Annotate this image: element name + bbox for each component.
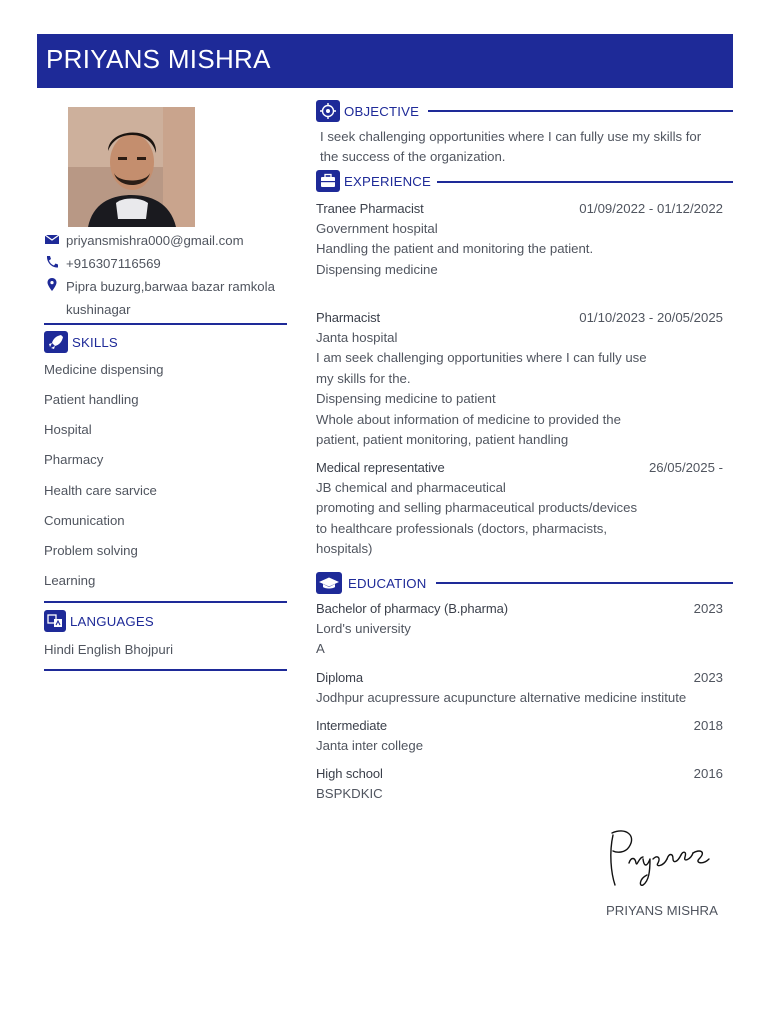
divider [44,601,287,603]
education-line: Jodhpur acupressure acupuncture alternative medicine institute [316,690,687,705]
experience-date: 01/09/2022 - 01/12/2022 [579,201,723,216]
skill-item: Comunication [44,513,125,528]
education-title: Intermediate [316,718,388,733]
education-rule [436,582,733,584]
experience-line: Janta hospital [316,330,398,345]
briefcase-icon [316,170,340,192]
experience-line: Dispensing medicine [316,261,438,277]
experience-line: promoting and selling pharmaceutical products/devices [316,500,638,516]
objective-heading: OBJECTIVE [344,104,420,119]
education-title: Bachelor of pharmacy (B.pharma) [316,601,508,616]
education-title: High school [316,766,383,781]
skill-item: Problem solving [44,543,138,558]
phone-text: +916307116569 [66,256,161,271]
divider [44,669,287,671]
skill-item: Learning [44,573,96,588]
location-pin-icon [44,277,60,293]
experience-line: Handling the patient and monitoring the patient. [316,241,594,257]
experience-date: 01/10/2023 - 20/05/2025 [579,310,723,325]
experience-line: hospitals) [316,541,373,557]
objective-rule [428,110,733,112]
envelope-icon [44,231,60,247]
address-text [66,275,275,321]
education-line: Janta inter college [316,738,424,753]
education-year: 2018 [693,718,723,733]
experience-description [316,219,593,280]
experience-description [316,328,647,450]
address-line-1: Pipra buzurg,barwaa bazar ramkola [66,279,275,294]
education-details [316,784,383,804]
education-year: 2016 [693,766,723,781]
experience-line: JB chemical and pharmaceutical [316,480,506,495]
handwritten-signature [603,823,715,891]
skill-item: Patient handling [44,392,139,407]
education-title: Diploma [316,670,363,685]
experience-line: I am seek challenging opportunities where I can fully use [316,350,647,366]
languages-text: Hindi English Bhojpuri [44,642,174,657]
education-year: 2023 [693,670,723,685]
education-details [316,688,686,708]
target-icon [316,100,340,122]
experience-description [316,478,637,560]
address-line-2: kushinagar [66,302,131,317]
rocket-icon [44,331,68,353]
divider [44,323,287,325]
experience-line: Government hospital [316,221,438,236]
name-banner [37,34,733,88]
graduation-cap-icon [316,572,342,594]
education-heading: EDUCATION [348,576,427,591]
objective-line-1: I seek challenging opportunities where I can fully use my skills for [320,129,702,144]
experience-line: patient, patient monitoring, patient handling [316,432,569,448]
experience-title: Pharmacist [316,310,381,325]
profile-photo [68,107,195,227]
contact-phone[interactable] [44,252,161,275]
skill-item: Hospital [44,422,92,437]
translate-icon [44,610,66,632]
education-details [316,736,423,756]
signature-name: PRIYANS MISHRA [606,903,718,918]
full-name: PRIYANS MISHRA [46,44,271,74]
experience-line: my skills for the. [316,370,411,386]
phone-icon [44,254,60,270]
education-year: 2023 [693,601,723,616]
objective-line-2: the success of the organization. [320,149,506,165]
experience-heading: EXPERIENCE [344,174,432,189]
experience-date: 26/05/2025 - [648,460,723,475]
education-line: Lord's university [316,621,411,636]
email-text: priyansmishra000@gmail.com [66,233,244,248]
experience-rule [437,181,733,183]
experience-title: Medical representative [316,460,445,475]
education-line: BSPKDKIC [316,786,383,801]
education-line: A [316,641,325,657]
experience-line: Dispensing medicine to patient [316,391,496,407]
profile-photo-image [68,107,195,227]
experience-line: Whole about information of medicine to provided the [316,411,621,427]
experience-line: to healthcare professionals (doctors, pharmacists, [316,520,607,536]
education-details [316,619,411,660]
languages-heading: LANGUAGES [70,614,154,629]
contact-email[interactable] [44,229,244,252]
experience-title: Tranee Pharmacist [316,201,424,216]
skill-item: Medicine dispensing [44,362,164,377]
contact-address [44,275,275,321]
skills-heading: SKILLS [72,335,118,350]
skill-item: Health care sarvice [44,483,157,498]
objective-text [320,127,701,168]
skill-item: Pharmacy [44,452,104,467]
